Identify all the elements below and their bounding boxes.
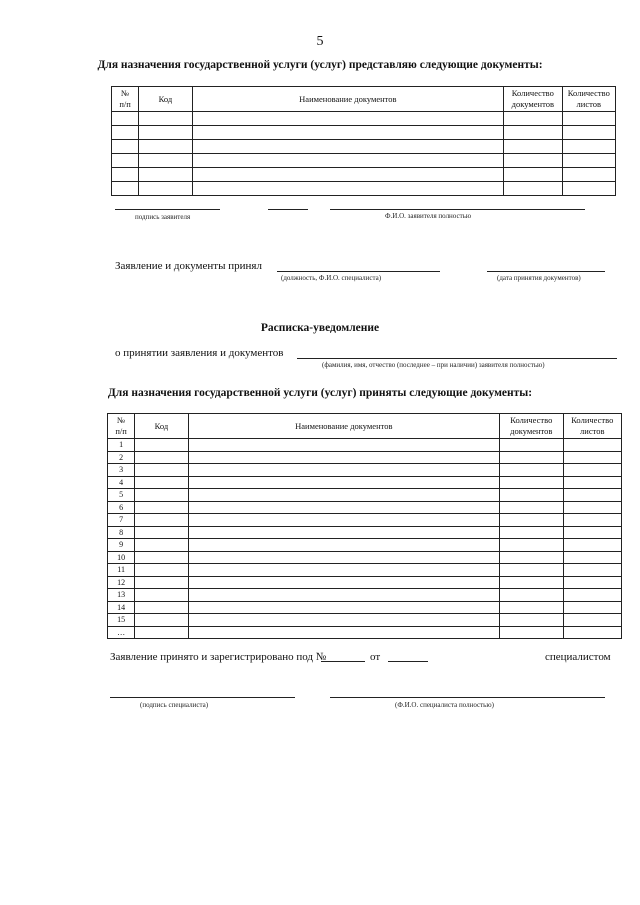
registered-specialist-label: специалистом [545,651,611,663]
accepted-documents-table [107,413,622,639]
table-cell [135,589,188,602]
table-cell [139,112,192,126]
row-number: 7 [108,514,135,527]
page-number: 5 [316,34,324,49]
table-cell [188,501,499,514]
col-count-header: Количество документов [504,87,562,112]
specialist-signature-line [110,697,295,698]
specialist-signature-caption: (подпись специалиста) [140,701,209,709]
row-number: 4 [108,476,135,489]
table-row [108,601,622,614]
table-cell [562,182,615,196]
table-cell [188,564,499,577]
table-cell [563,451,621,464]
table-row [108,614,622,627]
table-cell [500,451,563,464]
table-cell [188,551,499,564]
row-number: 15 [108,614,135,627]
table-row [108,501,622,514]
row-number: 11 [108,564,135,577]
table-cell [135,526,188,539]
table-cell [188,489,499,502]
table-cell [192,154,503,168]
row-number: 1 [108,439,135,452]
table-cell [192,140,503,154]
table-row [108,626,622,639]
col-code-header: Код [139,87,192,112]
specialist-fio-caption: (Ф.И.О. специалиста полностью) [395,701,494,709]
table-cell [112,140,139,154]
table-row [112,112,616,126]
table-cell [112,182,139,196]
table-cell [500,501,563,514]
row-number: 13 [108,589,135,602]
registered-label: Заявление принято и зарегистрировано под № [110,651,327,663]
table-cell [188,601,499,614]
table-cell [135,501,188,514]
table-cell [188,514,499,527]
table-row [112,168,616,182]
table-row [112,154,616,168]
applicant-fio-caption: Ф.И.О. заявителя полностью [385,212,472,220]
table-cell [139,182,192,196]
table-cell [500,489,563,502]
table-row [108,439,622,452]
table-cell [500,464,563,477]
table-cell [563,626,621,639]
registration-number-line [321,661,365,662]
table-cell [563,514,621,527]
receipt-title: Расписка-уведомление [260,322,380,334]
table-cell [562,112,615,126]
accepted-position-caption: (должность, Ф.И.О. специалиста) [281,274,382,282]
table-row [108,526,622,539]
col-name-header: Наименование документов [192,87,503,112]
table-cell [563,601,621,614]
table-cell [135,476,188,489]
table-cell [112,126,139,140]
table-cell [135,464,188,477]
table-cell [188,526,499,539]
registration-date-line [388,661,428,662]
table-cell [500,514,563,527]
row-number: 14 [108,601,135,614]
accepted-label: Заявление и документы принял [115,260,262,272]
table-cell [563,614,621,627]
table-cell [135,539,188,552]
table-cell [135,601,188,614]
table-cell [562,168,615,182]
col-code-header: Код [135,414,188,439]
table-cell [112,154,139,168]
table-cell [135,626,188,639]
row-number: … [108,626,135,639]
table-cell [563,526,621,539]
table-cell [135,489,188,502]
table-cell [562,126,615,140]
table-cell [500,439,563,452]
table-row [108,451,622,464]
table-cell [563,439,621,452]
table-cell [188,476,499,489]
receipt-applicant-line [297,358,617,359]
col-name-header: Наименование документов [188,414,499,439]
table-cell [563,551,621,564]
table-cell [563,501,621,514]
table-cell [500,551,563,564]
table-cell [500,626,563,639]
table-cell [563,576,621,589]
table-cell [562,140,615,154]
table-cell [563,464,621,477]
table-cell [135,514,188,527]
table-cell [500,539,563,552]
row-number: 5 [108,489,135,502]
col-count-header: Количество документов [500,414,563,439]
row-number: 10 [108,551,135,564]
table-cell [500,476,563,489]
accepted-date-caption: (дата принятия документов) [497,274,581,282]
receipt-caption: (фамилия, имя, отчество (последнее – при наличии) заявителя полностью) [322,361,545,369]
table-cell [500,576,563,589]
table-cell [192,168,503,182]
table-cell [500,614,563,627]
table-cell [188,439,499,452]
table-row [108,476,622,489]
table-cell [563,489,621,502]
table-row [108,489,622,502]
table-cell [504,182,562,196]
submitted-documents-table [111,86,616,196]
table-cell [139,154,192,168]
table-cell [504,126,562,140]
accepted-date-line [487,271,605,272]
table-cell [563,564,621,577]
col-num-header: № п/п [112,87,139,112]
table-cell [563,539,621,552]
table-row [108,539,622,552]
applicant-signature-caption: подпись заявителя [135,213,191,221]
table-cell [112,168,139,182]
table-row [108,576,622,589]
specialist-fio-line [330,697,605,698]
table-cell [188,589,499,602]
registered-from-label: от [370,651,381,663]
table-cell [563,589,621,602]
table-cell [500,564,563,577]
table-cell [500,589,563,602]
accepted-position-line [277,271,440,272]
table-row [108,464,622,477]
table-cell [562,154,615,168]
table-cell [192,182,503,196]
table-cell [135,551,188,564]
row-number: 2 [108,451,135,464]
table-cell [112,112,139,126]
table-row [112,182,616,196]
table-cell [135,576,188,589]
table-row [108,564,622,577]
row-number: 9 [108,539,135,552]
row-number: 3 [108,464,135,477]
col-sheets-header: Количество листов [562,87,615,112]
applicant-fio-line-a [268,209,308,210]
table-row [112,140,616,154]
section2-title: Для назначения государственной услуги (услуг) приняты следующие документы: [107,387,533,399]
table-cell [135,439,188,452]
table-cell [139,168,192,182]
table-cell [192,126,503,140]
row-number: 6 [108,501,135,514]
table-cell [135,451,188,464]
table-row [108,551,622,564]
table-cell [504,112,562,126]
table-cell [188,626,499,639]
table-cell [139,126,192,140]
col-num-header: № п/п [108,414,135,439]
table-cell [188,614,499,627]
table-cell [188,464,499,477]
table-cell [504,140,562,154]
table-cell [188,451,499,464]
col-sheets-header: Количество листов [563,414,621,439]
table-row [108,589,622,602]
table-cell [504,154,562,168]
table-cell [563,476,621,489]
table-cell [188,539,499,552]
table-cell [139,140,192,154]
section1-title: Для назначения государственной услуги (услуг) представляю следующие документы: [97,59,543,71]
row-number: 12 [108,576,135,589]
applicant-signature-line [115,209,220,210]
table-cell [504,168,562,182]
table-cell [135,614,188,627]
table-cell [135,564,188,577]
receipt-label: о принятии заявления и документов [115,347,284,359]
table-cell [500,601,563,614]
table-row [112,126,616,140]
row-number: 8 [108,526,135,539]
table-cell [192,112,503,126]
table-cell [500,526,563,539]
table-row [108,514,622,527]
table-cell [188,576,499,589]
applicant-fio-line-b [330,209,585,210]
